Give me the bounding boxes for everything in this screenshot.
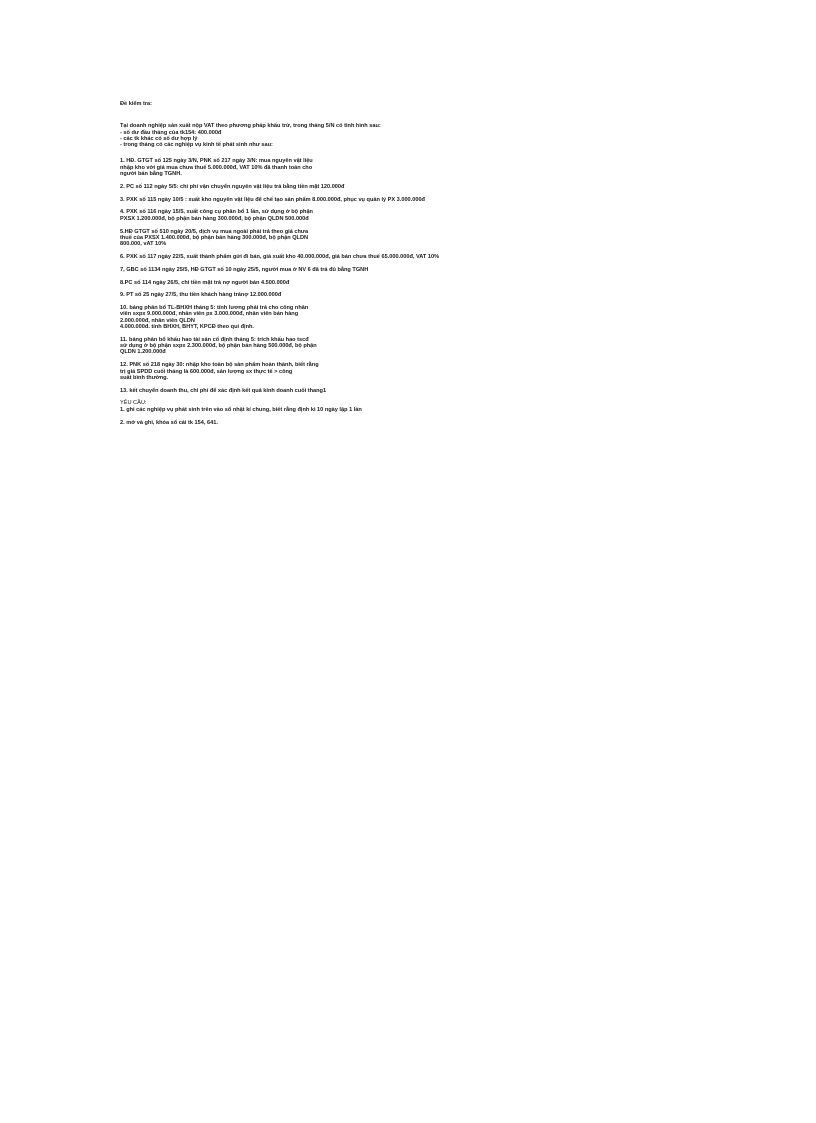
- transaction-item: [120, 184, 540, 190]
- transaction-item: [120, 292, 540, 298]
- transaction-item: [120, 388, 540, 394]
- transaction-line: 4.000.000đ. tính BHXH, BHYT, KPCĐ theo qui định.: [120, 324, 254, 331]
- transaction-line: 3. PXK số 115 ngày 10/5 : xuất kho nguyên vật liệu để chế tạo sản phẩm 8.000.000đ, phục vụ quản lý PX 3.000.000đ: [120, 196, 425, 203]
- transaction-line: 4. PXK số 116 ngày 15/5, xuất công cụ phân bổ 1 lần, sử dụng ở bộ phận: [120, 209, 313, 216]
- transaction-item: [120, 254, 540, 260]
- transaction-item: [120, 229, 540, 248]
- transaction-item: [120, 280, 540, 286]
- transaction-line: suất bình thường.: [120, 374, 169, 381]
- requirements-title: YÊU CẦU:: [120, 400, 147, 407]
- transaction-line: 9. PT số 25 ngày 27/5, thu tiền khách hàng trảnợ 12.000.000đ: [120, 292, 282, 299]
- transaction-line: sử dụng ở bộ phận sxpx 2.300.000đ, bộ phận bán hàng 500.000đ, bộ phận: [120, 343, 317, 350]
- document-heading: Đề kiểm tra:: [120, 101, 153, 107]
- intro-paragraph: [120, 123, 540, 148]
- transaction-line: 8.PC số 114 ngày 26/5, chi tiền mặt trả nợ người bán 4.500.000đ: [120, 279, 290, 286]
- requirement-line: 1. ghi các nghiệp vụ phát sinh trên vào sổ nhật kí chung, biết rằng định kì 10 ngày lập 1 lần: [120, 406, 362, 413]
- transaction-list: [120, 158, 540, 393]
- transaction-item: [120, 362, 540, 381]
- requirement-item: [120, 407, 540, 413]
- transaction-line: PXSX 1.200.000đ, bộ phận bán hàng 300.000đ, bộ phận QLDN 500.000đ: [120, 215, 309, 222]
- transaction-line: 11. bảng phân bổ khấu hao tài sản cố định tháng 5: trích khấu hao tscđ: [120, 336, 309, 343]
- transaction-line: 2. PC số 112 ngày 5/5: chi phí vận chuyển nguyên vật liệu trả bằng tiền mặt 120.000đ: [120, 183, 345, 190]
- exam-document: [120, 101, 540, 432]
- transaction-item: [120, 337, 540, 356]
- transaction-item: [120, 305, 540, 330]
- transaction-line: viên sxpx 9.000.000đ, nhân viên px 3.000.000đ, nhân viên bán hàng: [120, 311, 299, 318]
- transaction-line: nhập kho với giá mua chưa thuế 5.000.000đ, VAT 10% đã thanh toán cho: [120, 164, 313, 171]
- transaction-line: thuế của PXSX 1.400.000đ, bộ phận bán hàng 300.000đ, bộ phận QLDN: [120, 234, 309, 241]
- transaction-line: 12. PNK số 218 ngày 30: nhập kho toàn bộ sản phẩm hoàn thành, biết rằng: [120, 362, 319, 369]
- transaction-line: trị giá SPDD cuối tháng là 600.000đ, sản lượng sx thực tế > công: [120, 368, 293, 375]
- intro-line: - trong tháng có các nghiệp vụ kinh tế phát sinh như sau:: [120, 142, 273, 149]
- transaction-item: [120, 209, 540, 222]
- requirement-item: [120, 420, 540, 426]
- transaction-line: 7, GBC số 1134 ngày 25/5, HĐ GTGT số 10 ngày 25/5, người mua ở NV 6 đã trả đủ bằng TGNH: [120, 266, 369, 273]
- transaction-line: 13. kết chuyển doanh thu, chi phí để xác định kết quả kinh doanh cuối thang1: [120, 387, 327, 394]
- intro-line: Tại doanh nghiệp sản xuất nộp VAT theo phương pháp khấu trừ, trong tháng 5/N có tình hình sau:: [120, 123, 381, 130]
- transaction-line: 10. bảng phân bổ TL-BHXH tháng 5: tính lương phải trả cho công nhân: [120, 305, 309, 312]
- intro-line: - các tk khác có số dư hợp lý: [120, 135, 198, 142]
- transaction-line: 6. PXK số 117 ngày 22/5, xuất thành phẩm gửi đi bán, giá xuất kho 40.000.000đ, giá bán chưa thuế 65.000.000đ, VAT 10%: [120, 253, 440, 260]
- transaction-line: 1. HĐ. GTGT số 125 ngày 3/N, PNK số 217 ngày 3/N: mua nguyên vật liệu: [120, 158, 313, 165]
- transaction-item: [120, 158, 540, 177]
- intro-line: - số dư đầu tháng của tk154: 400.000đ: [120, 129, 222, 136]
- transaction-item: [120, 197, 540, 203]
- transaction-line: 2.000.000đ, nhân viên QLDN: [120, 317, 195, 324]
- transaction-line: 800.000, vAT 10%: [120, 241, 167, 248]
- transaction-line: người bán bằng TGNH.: [120, 171, 182, 178]
- transaction-line: QLDN 1.200.000đ: [120, 349, 166, 356]
- requirement-line: 2. mở và ghi, khóa sổ cái tk 154, 641.: [120, 419, 218, 426]
- transaction-item: [120, 267, 540, 273]
- transaction-line: 5.HĐ GTGT số 510 ngày 20/5, dịch vụ mua ngoài phải trả theo giá chưa: [120, 228, 309, 235]
- requirements-list: [120, 407, 540, 426]
